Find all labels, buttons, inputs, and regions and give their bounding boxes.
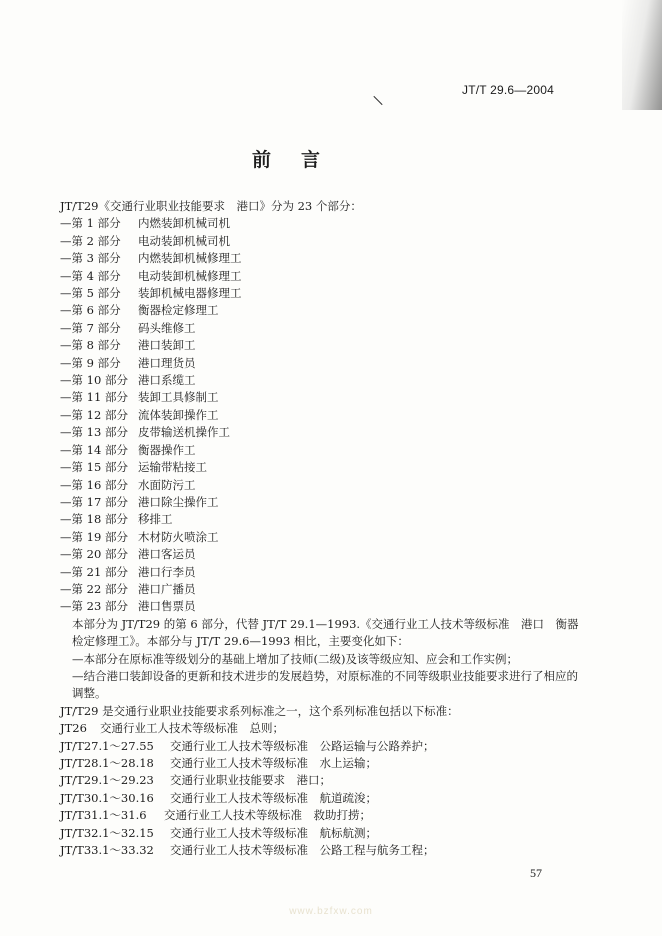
page-number: 57 xyxy=(530,866,542,880)
watermark: www.bzfxw.com xyxy=(289,906,373,917)
series-intro: JT/T29 是交通行业职业技能要求系列标准之一，这个系列标准包括以下标准： xyxy=(60,703,459,718)
changes-list xyxy=(60,651,580,703)
part-item: —第 2 部分 电动装卸机械司机 xyxy=(60,233,230,248)
stray-pen-mark xyxy=(373,96,382,105)
part-item: —第 6 部分 衡器检定修理工 xyxy=(60,303,219,318)
series-item: JT/T29.1～29.23 交通行业职业技能要求 港口； xyxy=(60,773,331,788)
part-item: —第 11 部分 装卸工具修制工 xyxy=(60,390,219,405)
part-item: —第 10 部分 港口系缆工 xyxy=(60,373,196,388)
part-item: —第 23 部分 港口售票员 xyxy=(60,599,196,614)
part-item: —第 16 部分 水面防污工 xyxy=(60,477,196,492)
replacement-paragraph: 本部分为 JT/T29 的第 6 部分，代替 JT/T 29.1—1993.《交通行业工人技术等级标准 港口 衡器检定修理工》。本部分与 JT/T 29.6—1993 相比，主要变化如下： xyxy=(72,616,579,649)
series-item: JT/T31.1～31.6 交通行业工人技术等级标准 救助打捞； xyxy=(60,808,371,823)
series-item: JT/T33.1～33.32 交通行业工人技术等级标准 公路工程与航务工程； xyxy=(60,843,435,858)
part-item: —第 19 部分 木材防火喷涂工 xyxy=(60,529,219,544)
part-item: —第 20 部分 港口客运员 xyxy=(60,547,196,562)
part-item: —第 21 部分 港口行李员 xyxy=(60,564,196,579)
change-item: —本部分在原标准等级划分的基础上增加了技师(二级)及该等级应知、应会和工作实例； xyxy=(72,651,518,666)
part-item: —第 7 部分 码头维修工 xyxy=(60,320,196,335)
part-item: —第 14 部分 衡器操作工 xyxy=(60,442,196,457)
part-item: —第 17 部分 港口除尘操作工 xyxy=(60,494,219,509)
part-item: —第 15 部分 运输带粘接工 xyxy=(60,460,207,475)
part-item: —第 12 部分 流体装卸操作工 xyxy=(60,407,219,422)
part-item: —第 4 部分 电动装卸机械修理工 xyxy=(60,268,242,283)
part-item: —第 22 部分 港口广播员 xyxy=(60,581,196,596)
scan-fold-shadow xyxy=(622,0,662,110)
series-item: JT/T28.1～28.18 交通行业工人技术等级标准 水上运输； xyxy=(60,756,377,770)
parts-intro: JT/T29《交通行业职业技能要求 港口》分为 23 个部分： xyxy=(60,199,362,213)
parts-list xyxy=(60,215,580,615)
body-text xyxy=(60,198,580,859)
part-item: —第 18 部分 移排工 xyxy=(60,512,173,527)
change-item: —结合港口装卸设备的更新和技术进步的发展趋势，对原标准的不同等级职业技能要求进行了相应的调整。 xyxy=(72,668,578,701)
standard-code: JT/T 29.6—2004 xyxy=(462,83,554,97)
part-item: —第 5 部分 装卸机械电器修理工 xyxy=(60,286,242,301)
part-item: —第 9 部分 港口理货员 xyxy=(60,355,196,370)
part-item: —第 13 部分 皮带输送机操作工 xyxy=(60,425,230,440)
part-item: —第 1 部分 内燃装卸机械司机 xyxy=(60,216,230,231)
series-item: JT/T27.1～27.55 交通行业工人技术等级标准 公路运输与公路养护； xyxy=(60,738,435,753)
part-item: —第 3 部分 内燃装卸机械修理工 xyxy=(60,251,242,266)
part-item: —第 8 部分 港口装卸工 xyxy=(60,338,196,353)
series-item: JT/T32.1～32.15 交通行业工人技术等级标准 航标航测； xyxy=(60,825,377,840)
series-item: JT26 交通行业工人技术等级标准 总则； xyxy=(60,721,284,736)
series-item: JT/T30.1～30.16 交通行业工人技术等级标准 航道疏浚； xyxy=(60,790,377,805)
series-list xyxy=(60,720,580,859)
page-title: 前言 xyxy=(251,149,350,171)
